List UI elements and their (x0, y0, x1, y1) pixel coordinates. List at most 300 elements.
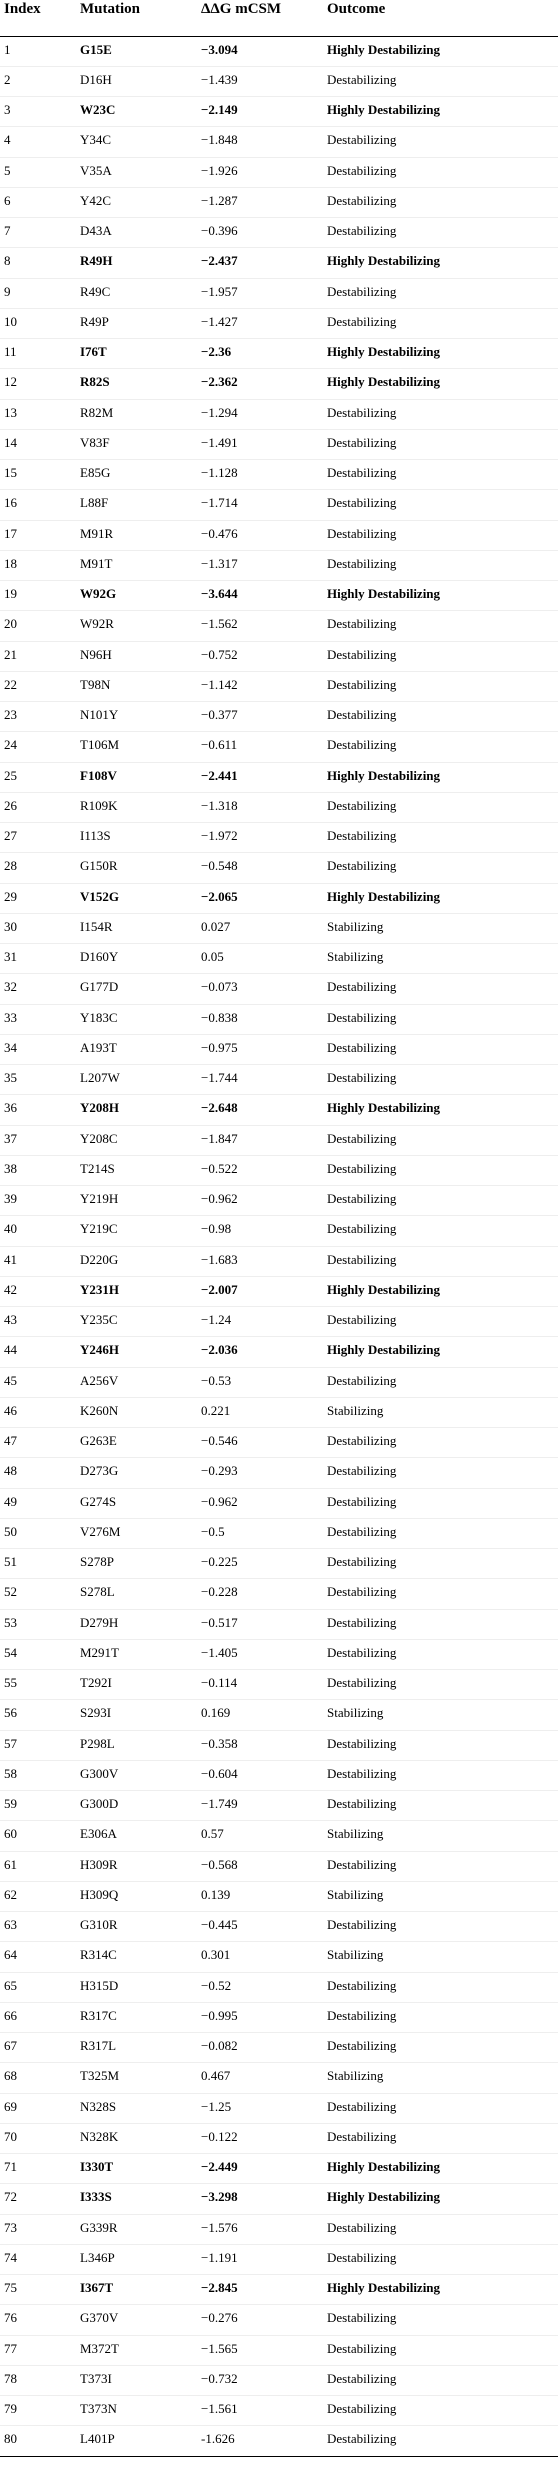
cell-index: 73 (0, 2214, 80, 2244)
cell-mutation: K260N (80, 1397, 201, 1427)
cell-ddg: −0.517 (201, 1609, 327, 1639)
table-row (0, 1125, 558, 1155)
cell-index: 48 (0, 1458, 80, 1488)
cell-index: 74 (0, 2244, 80, 2274)
cell-outcome: Highly Destabilizing (327, 762, 558, 792)
cell-index: 24 (0, 732, 80, 762)
cell-index: 45 (0, 1367, 80, 1397)
cell-ddg: −0.52 (201, 1972, 327, 2002)
cell-mutation: R82S (80, 369, 201, 399)
cell-index: 80 (0, 2426, 80, 2456)
cell-index: 56 (0, 1700, 80, 1730)
cell-outcome: Highly Destabilizing (327, 369, 558, 399)
cell-index: 6 (0, 187, 80, 217)
cell-index: 12 (0, 369, 80, 399)
table-row (0, 1760, 558, 1790)
cell-mutation: M372T (80, 2335, 201, 2365)
cell-mutation: G263E (80, 1428, 201, 1458)
cell-outcome: Destabilizing (327, 1428, 558, 1458)
cell-mutation: R49P (80, 308, 201, 338)
cell-outcome: Destabilizing (327, 1670, 558, 1700)
table-row (0, 762, 558, 792)
cell-index: 72 (0, 2184, 80, 2214)
table-row (0, 2275, 558, 2305)
cell-mutation: R82M (80, 399, 201, 429)
cell-ddg: −0.548 (201, 853, 327, 883)
cell-mutation: Y208H (80, 1095, 201, 1125)
cell-ddg: −1.576 (201, 2214, 327, 2244)
cell-outcome: Stabilizing (327, 913, 558, 943)
table-row (0, 641, 558, 671)
cell-ddg: −1.317 (201, 550, 327, 580)
cell-ddg: −0.53 (201, 1367, 327, 1397)
cell-index: 2 (0, 66, 80, 96)
cell-ddg: 0.027 (201, 913, 327, 943)
cell-ddg: −1.294 (201, 399, 327, 429)
cell-index: 23 (0, 702, 80, 732)
cell-outcome: Destabilizing (327, 1065, 558, 1095)
table-row (0, 1670, 558, 1700)
cell-index: 35 (0, 1065, 80, 1095)
cell-outcome: Stabilizing (327, 1700, 558, 1730)
cell-ddg: 0.169 (201, 1700, 327, 1730)
cell-index: 57 (0, 1730, 80, 1760)
cell-ddg: −0.445 (201, 1912, 327, 1942)
cell-outcome: Destabilizing (327, 792, 558, 822)
table-row (0, 66, 558, 96)
table-row (0, 581, 558, 611)
table-row (0, 1367, 558, 1397)
cell-outcome: Highly Destabilizing (327, 581, 558, 611)
cell-index: 37 (0, 1125, 80, 1155)
cell-mutation: A193T (80, 1034, 201, 1064)
cell-mutation: D279H (80, 1609, 201, 1639)
cell-mutation: H309R (80, 1851, 201, 1881)
cell-index: 63 (0, 1912, 80, 1942)
cell-ddg: −2.149 (201, 97, 327, 127)
cell-mutation: V35A (80, 157, 201, 187)
cell-index: 77 (0, 2335, 80, 2365)
cell-outcome: Destabilizing (327, 671, 558, 701)
cell-ddg: −1.25 (201, 2093, 327, 2123)
table-row (0, 2396, 558, 2426)
cell-index: 39 (0, 1186, 80, 1216)
cell-ddg: −0.98 (201, 1216, 327, 1246)
table-row (0, 1216, 558, 1246)
cell-ddg: −2.437 (201, 248, 327, 278)
cell-outcome: Highly Destabilizing (327, 97, 558, 127)
cell-mutation: M91T (80, 550, 201, 580)
cell-mutation: V83F (80, 429, 201, 459)
cell-outcome: Destabilizing (327, 611, 558, 641)
cell-outcome: Destabilizing (327, 1760, 558, 1790)
table-row (0, 2002, 558, 2032)
cell-ddg: −1.562 (201, 611, 327, 641)
cell-ddg: −0.476 (201, 520, 327, 550)
cell-mutation: H309Q (80, 1881, 201, 1911)
cell-outcome: Destabilizing (327, 1518, 558, 1548)
cell-ddg: −3.644 (201, 581, 327, 611)
cell-index: 76 (0, 2305, 80, 2335)
cell-index: 59 (0, 1791, 80, 1821)
table-row (0, 399, 558, 429)
table-row (0, 36, 558, 66)
cell-index: 49 (0, 1488, 80, 1518)
cell-mutation: G177D (80, 974, 201, 1004)
cell-mutation: S293I (80, 1700, 201, 1730)
table-row (0, 339, 558, 369)
cell-mutation: Y183C (80, 1004, 201, 1034)
cell-index: 34 (0, 1034, 80, 1064)
cell-outcome: Stabilizing (327, 944, 558, 974)
cell-mutation: G15E (80, 36, 201, 66)
cell-index: 7 (0, 218, 80, 248)
cell-ddg: −3.298 (201, 2184, 327, 2214)
cell-ddg: −1.427 (201, 308, 327, 338)
cell-index: 18 (0, 550, 80, 580)
table-row (0, 1851, 558, 1881)
header-index: Index (0, 0, 80, 36)
cell-outcome: Destabilizing (327, 1488, 558, 1518)
cell-index: 71 (0, 2154, 80, 2184)
cell-mutation: E85G (80, 460, 201, 490)
cell-index: 42 (0, 1276, 80, 1306)
cell-mutation: W23C (80, 97, 201, 127)
cell-outcome: Destabilizing (327, 1246, 558, 1276)
cell-index: 53 (0, 1609, 80, 1639)
table-row (0, 1428, 558, 1458)
cell-outcome: Destabilizing (327, 66, 558, 96)
cell-mutation: D16H (80, 66, 201, 96)
cell-ddg: -1.626 (201, 2426, 327, 2456)
table-row (0, 2214, 558, 2244)
cell-outcome: Destabilizing (327, 2426, 558, 2456)
cell-index: 1 (0, 36, 80, 66)
cell-outcome: Destabilizing (327, 823, 558, 853)
cell-mutation: G300V (80, 1760, 201, 1790)
cell-index: 58 (0, 1760, 80, 1790)
table-row (0, 1639, 558, 1669)
cell-index: 68 (0, 2063, 80, 2093)
cell-ddg: −0.995 (201, 2002, 327, 2032)
cell-mutation: V276M (80, 1518, 201, 1548)
cell-mutation: R314C (80, 1942, 201, 1972)
cell-ddg: −2.065 (201, 883, 327, 913)
cell-index: 51 (0, 1549, 80, 1579)
cell-index: 41 (0, 1246, 80, 1276)
table-row (0, 944, 558, 974)
cell-ddg: −1.24 (201, 1307, 327, 1337)
cell-index: 79 (0, 2396, 80, 2426)
cell-ddg: −0.225 (201, 1549, 327, 1579)
cell-index: 8 (0, 248, 80, 278)
table-row (0, 2365, 558, 2395)
cell-index: 25 (0, 762, 80, 792)
table-row (0, 308, 558, 338)
cell-outcome: Destabilizing (327, 1216, 558, 1246)
cell-index: 75 (0, 2275, 80, 2305)
cell-ddg: −1.744 (201, 1065, 327, 1095)
cell-index: 50 (0, 1518, 80, 1548)
cell-outcome: Destabilizing (327, 2093, 558, 2123)
table-row (0, 460, 558, 490)
cell-outcome: Destabilizing (327, 1458, 558, 1488)
table-row (0, 369, 558, 399)
table-row (0, 913, 558, 943)
cell-mutation: I113S (80, 823, 201, 853)
cell-mutation: D220G (80, 1246, 201, 1276)
cell-ddg: −2.36 (201, 339, 327, 369)
table-row (0, 1186, 558, 1216)
cell-outcome: Destabilizing (327, 853, 558, 883)
cell-mutation: T98N (80, 671, 201, 701)
cell-mutation: L207W (80, 1065, 201, 1095)
table-row (0, 1609, 558, 1639)
cell-mutation: G150R (80, 853, 201, 883)
table-row (0, 1004, 558, 1034)
cell-ddg: 0.301 (201, 1942, 327, 1972)
cell-ddg: −0.838 (201, 1004, 327, 1034)
cell-ddg: 0.221 (201, 1397, 327, 1427)
header-outcome: Outcome (327, 0, 558, 36)
cell-index: 43 (0, 1307, 80, 1337)
cell-index: 46 (0, 1397, 80, 1427)
cell-mutation: Y34C (80, 127, 201, 157)
cell-mutation: M91R (80, 520, 201, 550)
cell-ddg: −0.522 (201, 1155, 327, 1185)
cell-mutation: T373N (80, 2396, 201, 2426)
table-row (0, 1791, 558, 1821)
cell-outcome: Destabilizing (327, 2214, 558, 2244)
cell-ddg: −1.847 (201, 1125, 327, 1155)
cell-index: 9 (0, 278, 80, 308)
cell-ddg: −1.565 (201, 2335, 327, 2365)
table-row (0, 974, 558, 1004)
cell-index: 21 (0, 641, 80, 671)
table-row (0, 823, 558, 853)
table-row (0, 702, 558, 732)
table-body (0, 36, 558, 2456)
cell-mutation: G339R (80, 2214, 201, 2244)
cell-outcome: Highly Destabilizing (327, 1276, 558, 1306)
cell-ddg: −1.561 (201, 2396, 327, 2426)
cell-mutation: Y208C (80, 1125, 201, 1155)
table-row (0, 1155, 558, 1185)
cell-index: 22 (0, 671, 80, 701)
cell-outcome: Destabilizing (327, 1004, 558, 1034)
cell-index: 67 (0, 2033, 80, 2063)
cell-mutation: G300D (80, 1791, 201, 1821)
cell-index: 4 (0, 127, 80, 157)
cell-ddg: −1.491 (201, 429, 327, 459)
cell-mutation: T214S (80, 1155, 201, 1185)
cell-ddg: −1.926 (201, 157, 327, 187)
cell-ddg: −0.114 (201, 1670, 327, 1700)
cell-index: 19 (0, 581, 80, 611)
cell-index: 55 (0, 1670, 80, 1700)
table-row (0, 1307, 558, 1337)
cell-index: 66 (0, 2002, 80, 2032)
cell-mutation: W92R (80, 611, 201, 641)
cell-ddg: −2.648 (201, 1095, 327, 1125)
cell-index: 65 (0, 1972, 80, 2002)
table-row (0, 1821, 558, 1851)
cell-index: 54 (0, 1639, 80, 1669)
cell-outcome: Stabilizing (327, 1821, 558, 1851)
cell-outcome: Stabilizing (327, 1942, 558, 1972)
cell-ddg: −0.082 (201, 2033, 327, 2063)
table-row (0, 1034, 558, 1064)
cell-index: 20 (0, 611, 80, 641)
cell-index: 44 (0, 1337, 80, 1367)
cell-mutation: H315D (80, 1972, 201, 2002)
table-row (0, 1549, 558, 1579)
cell-outcome: Highly Destabilizing (327, 2275, 558, 2305)
cell-mutation: D160Y (80, 944, 201, 974)
table-row (0, 2244, 558, 2274)
cell-outcome: Destabilizing (327, 490, 558, 520)
cell-ddg: −3.094 (201, 36, 327, 66)
cell-outcome: Destabilizing (327, 550, 558, 580)
table-row (0, 1579, 558, 1609)
cell-outcome: Highly Destabilizing (327, 248, 558, 278)
cell-outcome: Destabilizing (327, 1034, 558, 1064)
table-row (0, 157, 558, 187)
cell-mutation: I154R (80, 913, 201, 943)
cell-outcome: Destabilizing (327, 218, 558, 248)
cell-ddg: −0.5 (201, 1518, 327, 1548)
header-ddg-mcsm: ΔΔG mCSM (201, 0, 327, 36)
cell-index: 64 (0, 1942, 80, 1972)
cell-outcome: Destabilizing (327, 520, 558, 550)
cell-mutation: A256V (80, 1367, 201, 1397)
cell-ddg: −1.957 (201, 278, 327, 308)
cell-mutation: N101Y (80, 702, 201, 732)
cell-mutation: I333S (80, 2184, 201, 2214)
cell-ddg: −0.546 (201, 1428, 327, 1458)
cell-mutation: G274S (80, 1488, 201, 1518)
cell-ddg: −2.362 (201, 369, 327, 399)
cell-ddg: −2.036 (201, 1337, 327, 1367)
cell-outcome: Destabilizing (327, 641, 558, 671)
table-row (0, 2063, 558, 2093)
cell-mutation: V152G (80, 883, 201, 913)
cell-outcome: Destabilizing (327, 1639, 558, 1669)
table-row (0, 1095, 558, 1125)
cell-outcome: Destabilizing (327, 1609, 558, 1639)
cell-index: 40 (0, 1216, 80, 1246)
table-row (0, 520, 558, 550)
cell-outcome: Highly Destabilizing (327, 36, 558, 66)
cell-mutation: D273G (80, 1458, 201, 1488)
table-row (0, 550, 558, 580)
cell-outcome: Destabilizing (327, 1851, 558, 1881)
cell-mutation: E306A (80, 1821, 201, 1851)
cell-mutation: D43A (80, 218, 201, 248)
table-bottom-rule (0, 2456, 558, 2457)
cell-outcome: Destabilizing (327, 187, 558, 217)
cell-outcome: Destabilizing (327, 1791, 558, 1821)
cell-outcome: Destabilizing (327, 2305, 558, 2335)
table-row (0, 248, 558, 278)
cell-ddg: −1.142 (201, 671, 327, 701)
cell-index: 5 (0, 157, 80, 187)
cell-index: 27 (0, 823, 80, 853)
table-row (0, 1730, 558, 1760)
cell-mutation: T373I (80, 2365, 201, 2395)
table-row (0, 127, 558, 157)
cell-outcome: Highly Destabilizing (327, 1095, 558, 1125)
cell-index: 16 (0, 490, 80, 520)
cell-ddg: 0.57 (201, 1821, 327, 1851)
cell-outcome: Destabilizing (327, 460, 558, 490)
cell-ddg: −2.007 (201, 1276, 327, 1306)
cell-index: 61 (0, 1851, 80, 1881)
table-row (0, 2033, 558, 2063)
cell-outcome: Destabilizing (327, 974, 558, 1004)
cell-ddg: −0.073 (201, 974, 327, 1004)
cell-outcome: Destabilizing (327, 1307, 558, 1337)
table-row (0, 2184, 558, 2214)
cell-index: 11 (0, 339, 80, 369)
cell-mutation: S278P (80, 1549, 201, 1579)
table-row (0, 1276, 558, 1306)
cell-ddg: −0.611 (201, 732, 327, 762)
cell-mutation: N328S (80, 2093, 201, 2123)
cell-index: 62 (0, 1881, 80, 1911)
cell-ddg: −1.714 (201, 490, 327, 520)
cell-outcome: Destabilizing (327, 278, 558, 308)
cell-ddg: −0.276 (201, 2305, 327, 2335)
cell-outcome: Destabilizing (327, 1125, 558, 1155)
cell-index: 52 (0, 1579, 80, 1609)
cell-mutation: T325M (80, 2063, 201, 2093)
cell-ddg: 0.05 (201, 944, 327, 974)
cell-ddg: 0.467 (201, 2063, 327, 2093)
cell-mutation: L346P (80, 2244, 201, 2274)
cell-outcome: Destabilizing (327, 1367, 558, 1397)
table-row (0, 218, 558, 248)
cell-ddg: −0.377 (201, 702, 327, 732)
table-row (0, 2154, 558, 2184)
cell-mutation: R317C (80, 2002, 201, 2032)
cell-outcome: Highly Destabilizing (327, 883, 558, 913)
cell-ddg: −1.191 (201, 2244, 327, 2274)
cell-mutation: P298L (80, 1730, 201, 1760)
cell-index: 13 (0, 399, 80, 429)
cell-outcome: Destabilizing (327, 2244, 558, 2274)
table-header (0, 0, 558, 36)
table-row (0, 1881, 558, 1911)
cell-mutation: F108V (80, 762, 201, 792)
cell-outcome: Stabilizing (327, 1881, 558, 1911)
cell-ddg: −1.439 (201, 66, 327, 96)
table-row (0, 883, 558, 913)
cell-ddg: −0.358 (201, 1730, 327, 1760)
table-row (0, 2426, 558, 2456)
cell-outcome: Destabilizing (327, 1549, 558, 1579)
cell-index: 10 (0, 308, 80, 338)
cell-outcome: Destabilizing (327, 1155, 558, 1185)
table-row (0, 671, 558, 701)
cell-index: 15 (0, 460, 80, 490)
cell-outcome: Highly Destabilizing (327, 1337, 558, 1367)
table-row (0, 1246, 558, 1276)
table-row (0, 2093, 558, 2123)
cell-mutation: N328K (80, 2123, 201, 2153)
cell-mutation: N96H (80, 641, 201, 671)
cell-ddg: −0.396 (201, 218, 327, 248)
